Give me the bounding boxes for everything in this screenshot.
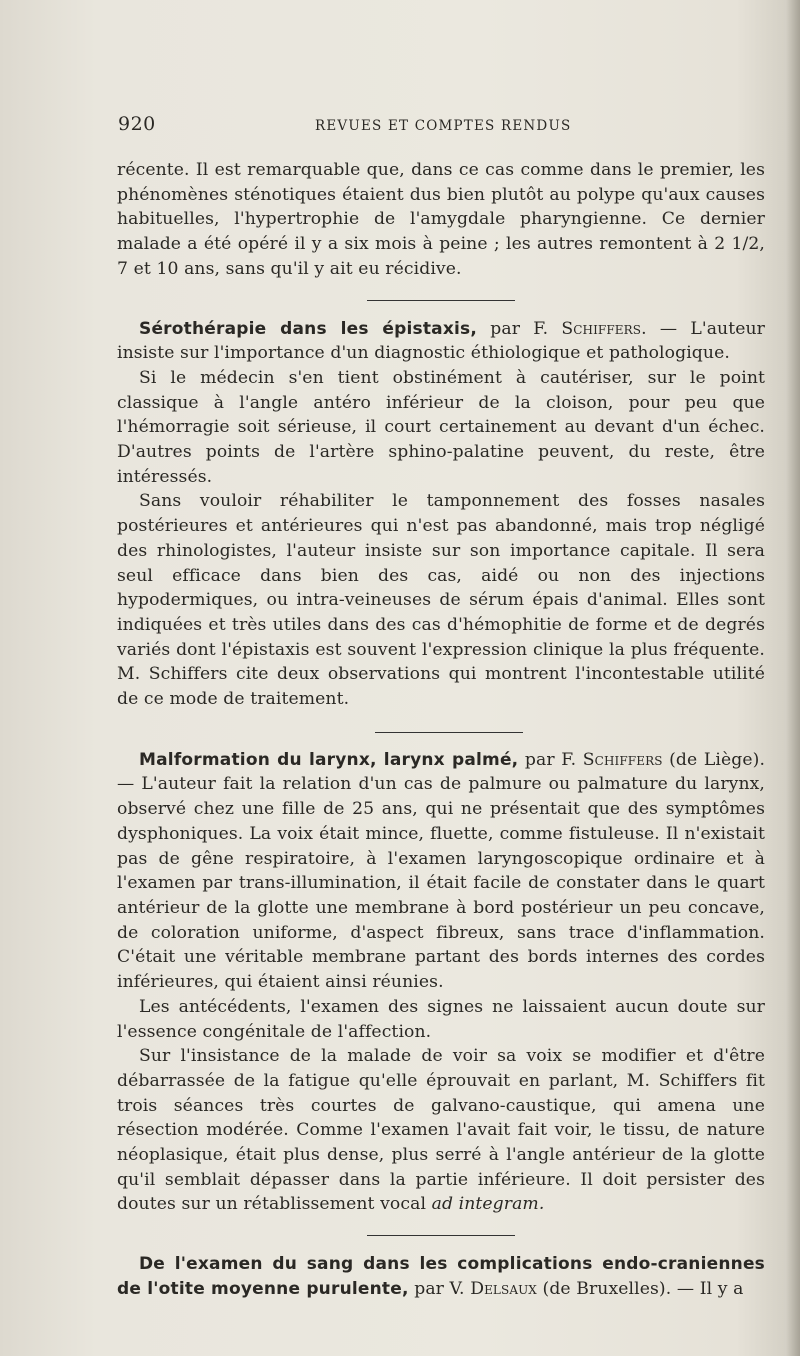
article-2-intro: (de Liège). — L'auteur fait la relation d'un cas de palmure ou palmature du larynx, observé chez une fille de 25 ans, qui ne présentait que des symptômes dysphoniques. La voix était mince, fluette, comme fistuleuse. Il n'existait pas de gêne respiratoire, à l'examen laryngoscopique ordinaire et à l'examen par trans-illumination, il était facile de constater dans le quart antérieur de la glotte une membrane à bord postérieur un peu concave, de coloration uniforme, d'aspect fibreux, sans trace d'inflammation. C'était une véritable membrane partant des bords internes des cordes inférieures, qui étaient ainsi réunies. [117, 749, 766, 993]
page-number: 920 [118, 113, 156, 135]
article-3-author: Delsaux [470, 1278, 537, 1299]
article-2-author: Schiffers [582, 749, 663, 770]
article-2-by: par F. [518, 749, 583, 770]
section-divider [375, 732, 523, 733]
article-2-paragraph: Les antécédents, l'examen des signes ne laissaient aucun doute sur l'essence congénitale de l'affection. [117, 996, 765, 1042]
page-body [117, 158, 765, 1302]
section-divider [367, 300, 515, 301]
article-1-lead [117, 317, 765, 366]
article-1-intro: . — L'auteur insiste sur l'importance d'un diagnostic éthiologique et pathologique. [117, 318, 765, 364]
article-1-title: Sérothérapie dans les épistaxis, [139, 318, 478, 339]
article-2-paragraph-3-text: Sur l'insistance de la malade de voir sa voix se modifier et d'être débarrassée de la fatigue qu'elle éprouvait en parlant, M. Schiffers fit trois séances très courtes de galvano-caustique, qui amena une résection modérée. Comme l'examen l'avait fait voir, le tissu, de nature néoplasique, était plus dense, plus serré à l'angle antérieur de la glotte qu'il semblait dépasser dans la partie inférieure. Il doit persister des doutes sur un rétablissement vocal [117, 1046, 765, 1215]
article-1-author: Schiffers [561, 318, 642, 339]
article-1-paragraph: Si le médecin s'en tient obstinément à cautériser, sur le point classique à l'angle antéro inférieur de la cloison, pour peu que l'hémorragie soit sérieuse, il court certainement au devant d'un échec. D'autres points de l'artère sphino-palatine peuvent, du reste, être intéressés. [117, 367, 765, 487]
section-divider [367, 1235, 515, 1236]
article-1-by: par F. [477, 318, 562, 339]
article-3-by: par V. [408, 1278, 471, 1299]
article-2-paragraph [117, 1044, 765, 1217]
article-3-title: De l'examen du sang dans les complications endo-craniennes de l'otite moyenne purulente, [117, 1254, 765, 1299]
article-3-lead [117, 1252, 765, 1301]
article-1-paragraph: Sans vouloir réhabiliter le tamponnement des fosses nasales postérieures et antérieures qui n'est pas abandonné, mais trop négligé des rhinologistes, l'auteur insiste sur son importance capitale. Il sera seul efficace dans bien des cas, aidé ou non des injections hypodermiques, ou intra-veineuses de sérum épais d'animal. Elles sont indiquées et très utiles dans des cas d'hémophitie de forme et de degrés variés dont l'épistaxis est souvent l'expression clinique la plus fréquente. M. Schiffers cite deux observations qui montrent l'incontestable utilité de ce mode de traitement. [117, 491, 765, 710]
page-header [118, 113, 763, 143]
article-3-intro: (de Bruxelles). — Il y a [536, 1278, 744, 1299]
article-2-title: Malformation du larynx, larynx palmé, [139, 749, 519, 770]
article-2-lead [117, 748, 765, 995]
page-spine-shadow [786, 0, 800, 1356]
running-head: REVUES ET COMPTES RENDUS [315, 118, 572, 134]
continuation-paragraph: récente. Il est remarquable que, dans ce cas comme dans le premier, les phénomènes sténotiques étaient dus bien plutôt au polype qu'aux causes habituelles, l'hypertrophie de l'amygdale pharyngienne. Ce dernier malade a été opéré il y a six mois à peine ; les autres remontent à 2 1/2, 7 et 10 ans, sans qu'il y ait eu récidive. [117, 160, 765, 279]
article-2-paragraph-3-italic: ad integram. [431, 1194, 545, 1215]
